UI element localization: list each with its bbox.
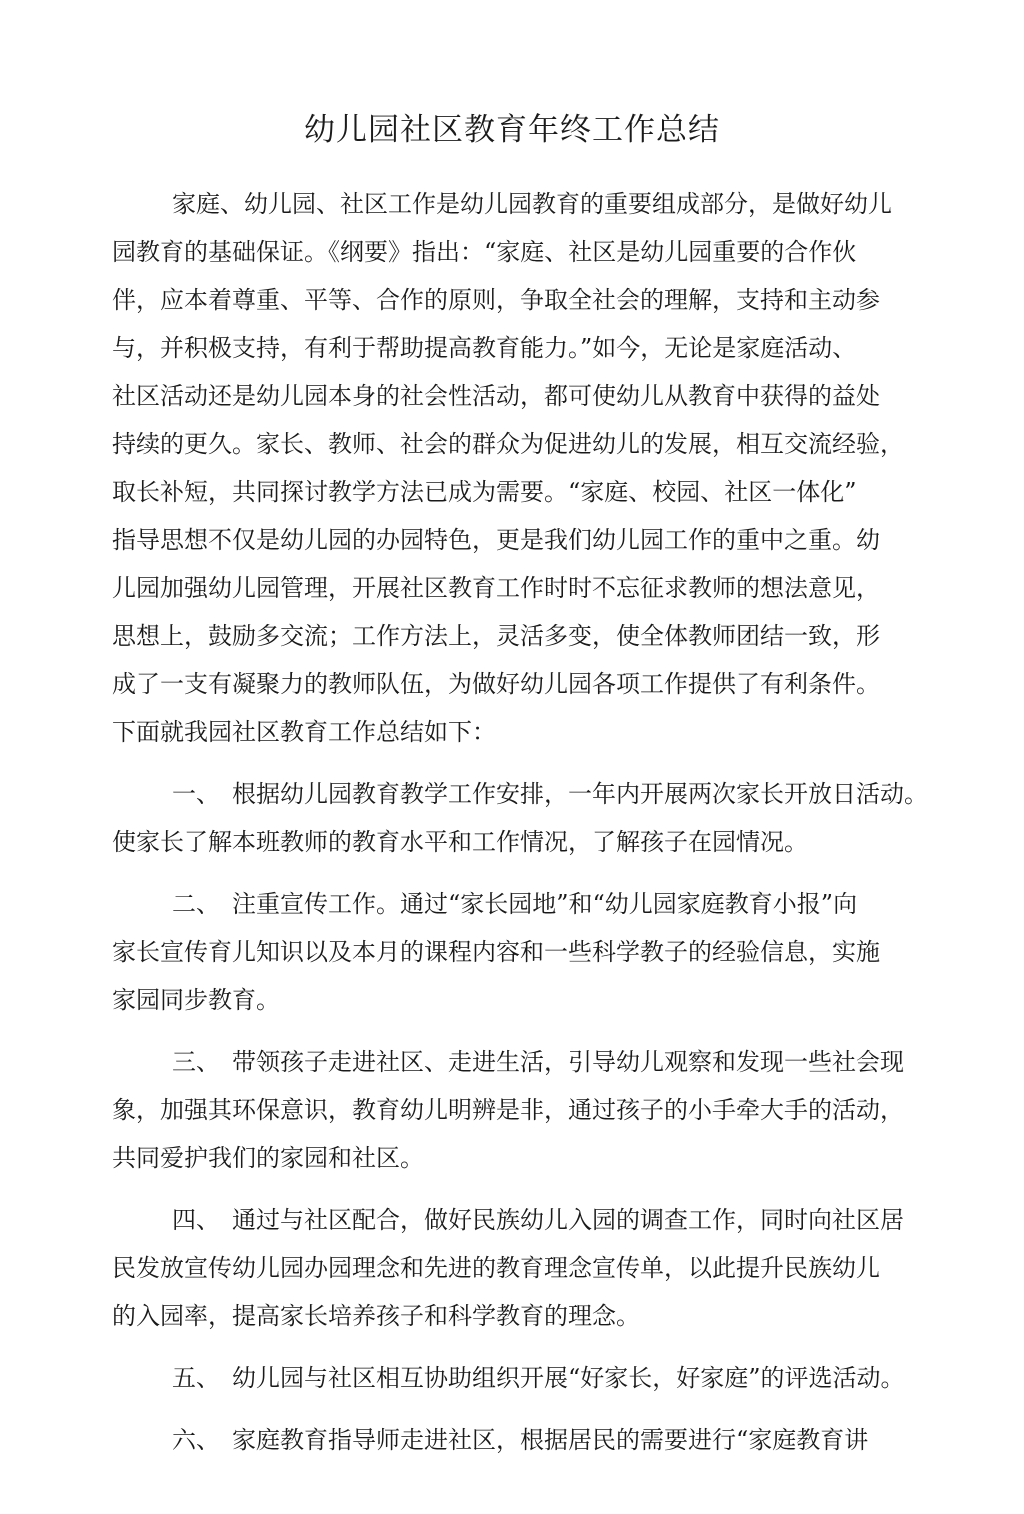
list-item-3	[112, 1038, 902, 1182]
item-number: 二、	[172, 890, 220, 918]
paragraph-line: 取长补短，共同探讨教学方法已成为需要。“家庭、校园、社区一体化”	[112, 478, 857, 506]
item-number: 五、	[172, 1364, 220, 1392]
item-text: 根据幼儿园教育教学工作安排，一年内开展两次家长开放日活动。	[232, 780, 928, 808]
paragraph-line: 成了一支有凝聚力的教师队伍，为做好幼儿园各项工作提供了有利条件。	[112, 670, 880, 698]
item-number: 三、	[172, 1048, 220, 1076]
list-item-1	[112, 770, 928, 866]
paragraph-line: 儿园加强幼儿园管理，开展社区教育工作时时不忘征求教师的想法意见，	[112, 574, 880, 602]
document-title: 幼儿园社区教育年终工作总结	[304, 112, 720, 148]
item-line: 民发放宣传幼儿园办园理念和先进的教育理念宣传单，以此提升民族幼儿	[112, 1254, 880, 1282]
item-text: 注重宣传工作。通过“家长园地”和“幼儿园家庭教育小报”向	[232, 890, 858, 918]
list-item-6	[112, 1416, 902, 1464]
paragraph-line: 园教育的基础保证。《纲要》指出：“家庭、社区是幼儿园重要的合作伙	[112, 238, 857, 266]
paragraph-line: 思想上，鼓励多交流；工作方法上，灵活多变，使全体教师团结一致，形	[112, 622, 880, 650]
paragraph-line: 社区活动还是幼儿园本身的社会性活动，都可使幼儿从教育中获得的益处	[112, 382, 880, 410]
item-text: 带领孩子走进社区、走进生活，引导幼儿观察和发现一些社会现	[232, 1048, 904, 1076]
list-item-5	[112, 1354, 905, 1402]
list-item-2	[112, 880, 902, 1024]
item-line: 家园同步教育。	[112, 986, 280, 1014]
paragraph-line: 下面就我园社区教育工作总结如下：	[112, 718, 496, 746]
item-number: 六、	[172, 1426, 220, 1454]
paragraph-line: 与，并积极支持，有利于帮助提高教育能力。”如今，无论是家庭活动、	[112, 334, 857, 362]
paragraph-line: 指导思想不仅是幼儿园的办园特色，更是我们幼儿园工作的重中之重。幼	[112, 526, 880, 554]
item-line: 的入园率，提高家长培养孩子和科学教育的理念。	[112, 1302, 640, 1330]
paragraph-line: 伴，应本着尊重、平等、合作的原则，争取全社会的理解，支持和主动参	[112, 286, 880, 314]
item-number: 一、	[172, 780, 220, 808]
paragraph-line: 家庭、幼儿园、社区工作是幼儿园教育的重要组成部分，是做好幼儿	[172, 190, 892, 218]
item-text: 通过与社区配合，做好民族幼儿入园的调查工作，同时向社区居	[232, 1206, 904, 1234]
list-item-4	[112, 1196, 902, 1340]
item-number: 四、	[172, 1206, 220, 1234]
document-body	[112, 180, 928, 1464]
item-text: 幼儿园与社区相互协助组织开展“好家长，好家庭”的评选活动。	[232, 1364, 905, 1392]
item-line: 象，加强其环保意识，教育幼儿明辨是非，通过孩子的小手牵大手的活动，	[112, 1096, 904, 1124]
intro-paragraph	[112, 180, 902, 756]
item-line: 家长宣传育儿知识以及本月的课程内容和一些科学教子的经验信息，实施	[112, 938, 880, 966]
item-line: 使家长了解本班教师的教育水平和工作情况，了解孩子在园情况。	[112, 828, 808, 856]
item-line: 共同爱护我们的家园和社区。	[112, 1144, 424, 1172]
item-text: 家庭教育指导师走进社区，根据居民的需要进行“家庭教育讲	[232, 1426, 869, 1454]
paragraph-line: 持续的更久。家长、教师、社会的群众为促进幼儿的发展，相互交流经验，	[112, 430, 904, 458]
